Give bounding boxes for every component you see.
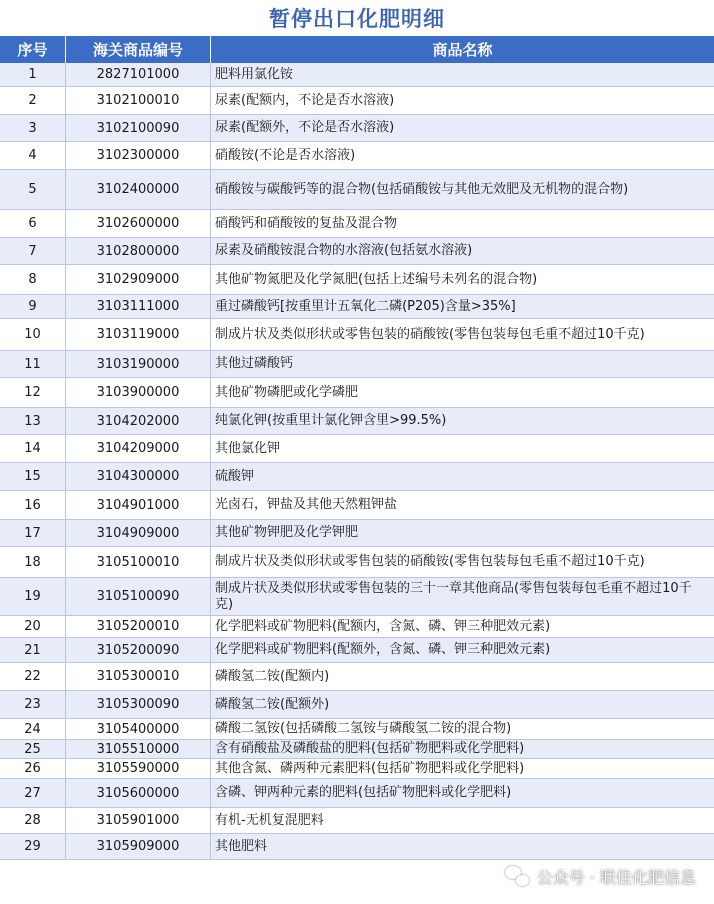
row-code: 3105901000 <box>66 808 211 833</box>
row-name: 制成片状及类似形状或零售包装的硝酸铵(零售包装每包毛重不超过10千克) <box>215 554 645 569</box>
row-code: 3102300000 <box>66 142 211 169</box>
watermark <box>505 865 696 888</box>
row-name: 含有硝酸盐及磷酸盐的肥料(包括矿物肥料或化学肥料) <box>215 741 525 756</box>
table-row <box>0 351 714 378</box>
table-row <box>0 87 714 115</box>
row-code: 3104300000 <box>66 463 211 490</box>
row-no: 6 <box>0 210 66 237</box>
row-code: 3105300010 <box>66 663 211 690</box>
page-title: 暂停出口化肥明细 <box>269 7 445 31</box>
row-no: 12 <box>0 378 66 407</box>
table-row <box>0 616 714 638</box>
row-no: 8 <box>0 265 66 294</box>
row-name: 制成片状及类似形状或零售包装的三十一章其他商品(零售包装每包毛重不超过10千克) <box>215 580 692 612</box>
table-row <box>0 520 714 547</box>
wechat-icon <box>505 866 531 888</box>
row-code: 3105100010 <box>66 547 211 577</box>
row-code: 3102800000 <box>66 238 211 264</box>
table-row <box>0 170 714 210</box>
row-no: 10 <box>0 319 66 350</box>
row-no: 3 <box>0 115 66 141</box>
table-row <box>0 547 714 578</box>
row-no: 26 <box>0 759 66 778</box>
table-row <box>0 663 714 691</box>
row-no: 25 <box>0 740 66 758</box>
row-name: 尿素(配额外，不论是否水溶液) <box>215 120 395 135</box>
table-row <box>0 491 714 520</box>
header-code: 海关商品编号 <box>66 36 211 63</box>
row-code: 3105909000 <box>66 834 211 859</box>
table-row <box>0 295 714 319</box>
row-code: 3105510000 <box>66 740 211 758</box>
row-name: 其他含氮、磷两种元素肥料(包括矿物肥料或化学肥料) <box>215 760 525 776</box>
row-name: 其他肥料 <box>215 838 268 854</box>
row-no: 5 <box>0 170 66 209</box>
table-row <box>0 719 714 740</box>
row-name: 重过磷酸钙[按重里计五氧化二磷(P205)含量>35%] <box>215 298 516 314</box>
row-name: 制成片状及类似形状或零售包装的硝酸铵(零售包装每包毛重不超过10千克) <box>215 326 645 342</box>
row-code: 3103190000 <box>66 351 211 377</box>
row-name: 硫酸钾 <box>215 468 255 484</box>
row-no: 22 <box>0 663 66 690</box>
table-row <box>0 759 714 779</box>
row-name: 含磷、钾两种元素的肥料(包括矿物肥料或化学肥料) <box>215 785 512 800</box>
table-body <box>0 63 714 860</box>
row-code: 2827101000 <box>66 63 211 86</box>
row-no: 13 <box>0 408 66 434</box>
header-no: 序号 <box>0 36 66 63</box>
row-name: 磷酸氢二铵(配额内) <box>215 668 330 684</box>
row-code: 3105200090 <box>66 638 211 662</box>
table-row <box>0 740 714 759</box>
watermark-text: 公众号 · 联佳化肥信息 <box>536 868 696 887</box>
table-row <box>0 210 714 238</box>
row-code: 3105590000 <box>66 759 211 778</box>
table-row <box>0 319 714 351</box>
table-row <box>0 408 714 435</box>
fertilizer-table <box>0 36 714 860</box>
row-code: 3104909000 <box>66 520 211 546</box>
row-no: 15 <box>0 463 66 490</box>
table-row <box>0 435 714 463</box>
row-code: 3102400000 <box>66 170 211 209</box>
row-code: 3104209000 <box>66 435 211 462</box>
row-no: 11 <box>0 351 66 377</box>
row-name: 其他氯化钾 <box>215 440 281 456</box>
row-name: 化学肥料或矿物肥料(配额内，含氮、磷、钾三种肥效元素) <box>215 618 551 634</box>
row-no: 16 <box>0 491 66 519</box>
row-no: 24 <box>0 719 66 739</box>
row-code: 3102909000 <box>66 265 211 294</box>
row-no: 28 <box>0 808 66 833</box>
row-no: 20 <box>0 616 66 637</box>
table-row <box>0 691 714 719</box>
row-no: 23 <box>0 691 66 718</box>
table-row <box>0 638 714 663</box>
row-code: 3104901000 <box>66 491 211 519</box>
row-name: 硝酸铵(不论是否水溶液) <box>215 147 356 163</box>
row-name: 有机-无机复混肥料 <box>215 812 324 828</box>
row-name: 化学肥料或矿物肥料(配额外，含氮、磷、钾三种肥效元素) <box>215 642 551 657</box>
row-no: 21 <box>0 638 66 662</box>
header-name: 商品名称 <box>432 41 493 59</box>
title-bar <box>0 0 714 36</box>
table-row <box>0 63 714 87</box>
table-row <box>0 463 714 491</box>
table-row <box>0 378 714 408</box>
row-code: 3104202000 <box>66 408 211 434</box>
row-no: 29 <box>0 834 66 859</box>
row-code: 3102100010 <box>66 87 211 114</box>
row-name: 硝酸钙和硝酸铵的复盐及混合物 <box>215 215 398 231</box>
row-name: 其他矿物磷肥或化学磷肥 <box>215 384 359 400</box>
row-code: 3105200010 <box>66 616 211 637</box>
table-row <box>0 142 714 170</box>
table-row <box>0 834 714 860</box>
row-no: 18 <box>0 547 66 577</box>
row-no: 1 <box>0 63 66 86</box>
row-name: 其他矿物氮肥及化学氮肥(包括上述编号未列名的混合物) <box>215 271 538 287</box>
row-name: 光卤石，钾盐及其他天然粗钾盐 <box>215 497 398 512</box>
row-name: 肥料用氯化铵 <box>215 66 294 82</box>
row-name: 纯氯化钾(按重里计氯化钾含里>99.5%) <box>215 413 447 428</box>
row-name: 磷酸氢二铵(配额外) <box>215 696 330 712</box>
row-code: 3102600000 <box>66 210 211 237</box>
row-name: 硝酸铵与碳酸钙等的混合物(包括硝酸铵与其他无效肥及无机物的混合物) <box>215 181 629 197</box>
row-code: 3105400000 <box>66 719 211 739</box>
row-code: 3105600000 <box>66 779 211 807</box>
row-code: 3105100090 <box>66 578 211 615</box>
table-row <box>0 578 714 616</box>
row-no: 17 <box>0 520 66 546</box>
table-row <box>0 115 714 142</box>
row-no: 14 <box>0 435 66 462</box>
row-code: 3103119000 <box>66 319 211 350</box>
row-code: 3105300090 <box>66 691 211 718</box>
table-row <box>0 265 714 295</box>
table-row <box>0 808 714 834</box>
row-code: 3102100090 <box>66 115 211 141</box>
row-no: 7 <box>0 238 66 264</box>
row-no: 4 <box>0 142 66 169</box>
row-name: 磷酸二氢铵(包括磷酸二氢铵与磷酸氢二铵的混合物) <box>215 721 512 736</box>
table-row <box>0 779 714 808</box>
row-code: 3103111000 <box>66 295 211 318</box>
table-header <box>0 36 714 63</box>
table-row <box>0 238 714 265</box>
row-name: 其他矿物钾肥及化学钾肥 <box>215 525 359 540</box>
row-no: 19 <box>0 578 66 615</box>
row-code: 3103900000 <box>66 378 211 407</box>
row-no: 27 <box>0 779 66 807</box>
row-name: 尿素(配额内，不论是否水溶液) <box>215 92 395 108</box>
row-no: 2 <box>0 87 66 114</box>
row-no: 9 <box>0 295 66 318</box>
row-name: 其他过磷酸钙 <box>215 356 294 371</box>
row-name: 尿素及硝酸铵混合物的水溶液(包括氨水溶液) <box>215 243 473 258</box>
